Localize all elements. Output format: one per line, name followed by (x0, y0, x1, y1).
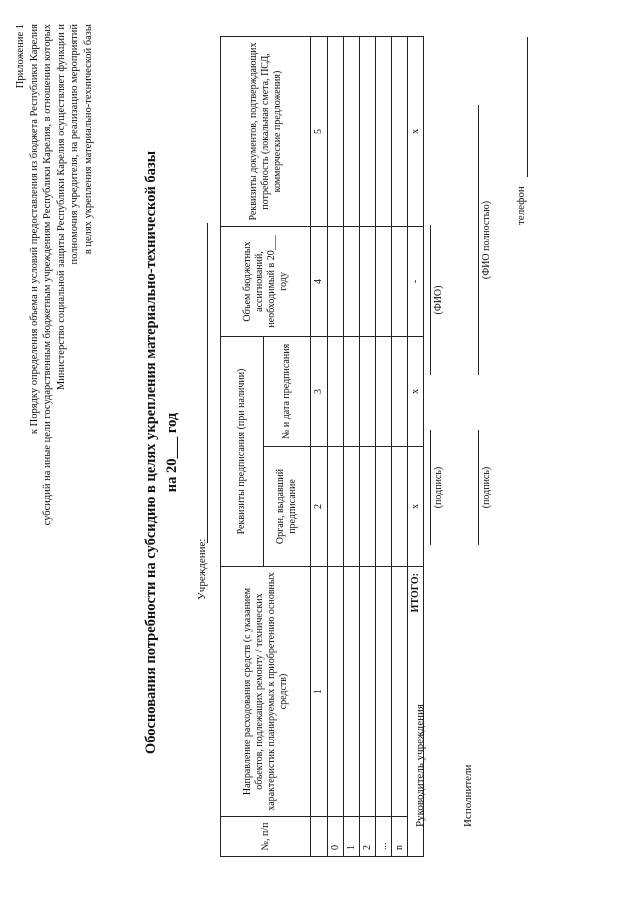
appendix-line-6: в целях укрепления материально-технической базы (82, 24, 94, 255)
cell-docs (344, 36, 360, 226)
row-number: 2 (360, 817, 376, 857)
cell-direction (376, 567, 392, 817)
appendix-line-4: Министерство социальной защиты Республики Карелия осуществляет функции и (55, 24, 67, 391)
header-direction: Направление расходования средств (с указанием объектов, подлежащих ремонту / технических характеристик планируемых к приобретению основных средств) (221, 567, 311, 817)
row-number: n (392, 817, 408, 857)
cell-direction (344, 567, 360, 817)
colnum-2: 2 (311, 447, 328, 567)
row-number: 1 (344, 817, 360, 857)
cell-issuer (328, 447, 344, 567)
cell-volume (376, 226, 392, 336)
head-name-line (430, 225, 431, 375)
header-docs: Реквизиты документов, подтверждающих потребность (локальная смета, ПСД, коммерческие предложения) (221, 36, 311, 226)
appendix-header (14, 24, 96, 664)
cell-number-date (392, 336, 408, 446)
table-row (360, 36, 376, 856)
cell-direction (360, 567, 376, 817)
cell-volume (360, 226, 376, 336)
appendix-line-1: Приложение 1 (15, 24, 26, 89)
table-row (392, 36, 408, 856)
exec-name-caption: (ФИО полностью) (481, 200, 492, 280)
cell-issuer (360, 447, 376, 567)
exec-signature-line (478, 430, 479, 545)
table-row (376, 36, 392, 856)
cell-number-date (376, 336, 392, 446)
phone-line (527, 37, 528, 177)
row-number: 0 (328, 817, 344, 857)
cell-docs (392, 36, 408, 226)
table-row (344, 36, 360, 856)
cell-direction (392, 567, 408, 817)
cell-volume (392, 226, 408, 336)
phone-label: телефон (515, 186, 527, 225)
colnum-4: 4 (311, 226, 328, 336)
cell-direction (328, 567, 344, 817)
appendix-line-5: полномочия учредителя, на реализацию мероприятий (69, 24, 81, 265)
total-number-date: x (408, 336, 424, 446)
cell-number-date (328, 336, 344, 446)
needs-table (220, 36, 424, 857)
cell-docs (328, 36, 344, 226)
appendix-line-2: к Порядку определения объема и условий предоставления из бюджета Республики Карелия (28, 24, 40, 435)
cell-docs (376, 36, 392, 226)
cell-issuer (344, 447, 360, 567)
document-title-year: на 20___ год (164, 412, 180, 493)
colnum-1: 1 (311, 567, 328, 817)
total-label: ИТОГО: (408, 567, 424, 857)
cell-number-date (360, 336, 376, 446)
cell-volume (328, 226, 344, 336)
head-name-caption: (ФИО) (433, 285, 444, 315)
institution-input-line (207, 223, 208, 543)
header-volume: Объем бюджетных ассигнований, необходимый в 20___ году (221, 226, 311, 336)
appendix-line-3: субсидий на иные цели государственным бюджетным учреждениям Республики Карелия, в отношении которых (42, 24, 54, 526)
head-label: Руководитель учреждения (414, 704, 426, 827)
head-signature-caption: (подпись) (433, 466, 444, 509)
total-docs: x (408, 36, 424, 226)
table-row (328, 36, 344, 856)
total-volume: - (408, 226, 424, 336)
header-prescription: Реквизиты предписания (при наличии) (221, 336, 264, 566)
total-issuer: x (408, 447, 424, 567)
header-number-date: № и дата предписания (264, 336, 311, 446)
cell-issuer (376, 447, 392, 567)
header-num: №, п/п (221, 817, 311, 857)
exec-signature-caption: (подпись) (481, 466, 492, 509)
header-issuer: Орган, выдавший предписание (264, 447, 311, 567)
cell-docs (360, 36, 376, 226)
row-number: ... (376, 817, 392, 857)
cell-number-date (344, 336, 360, 446)
colnum-blank (311, 817, 328, 857)
cell-volume (344, 226, 360, 336)
document-title: Обоснования потребности на субсидию в целях укрепления материально-технической базы (143, 150, 159, 755)
institution-label: Учреждение: (196, 538, 208, 600)
cell-issuer (392, 447, 408, 567)
head-signature-line (430, 430, 431, 545)
colnum-5: 5 (311, 36, 328, 226)
colnum-3: 3 (311, 336, 328, 446)
executors-label: Исполнители (462, 764, 474, 827)
exec-name-line (478, 105, 479, 375)
